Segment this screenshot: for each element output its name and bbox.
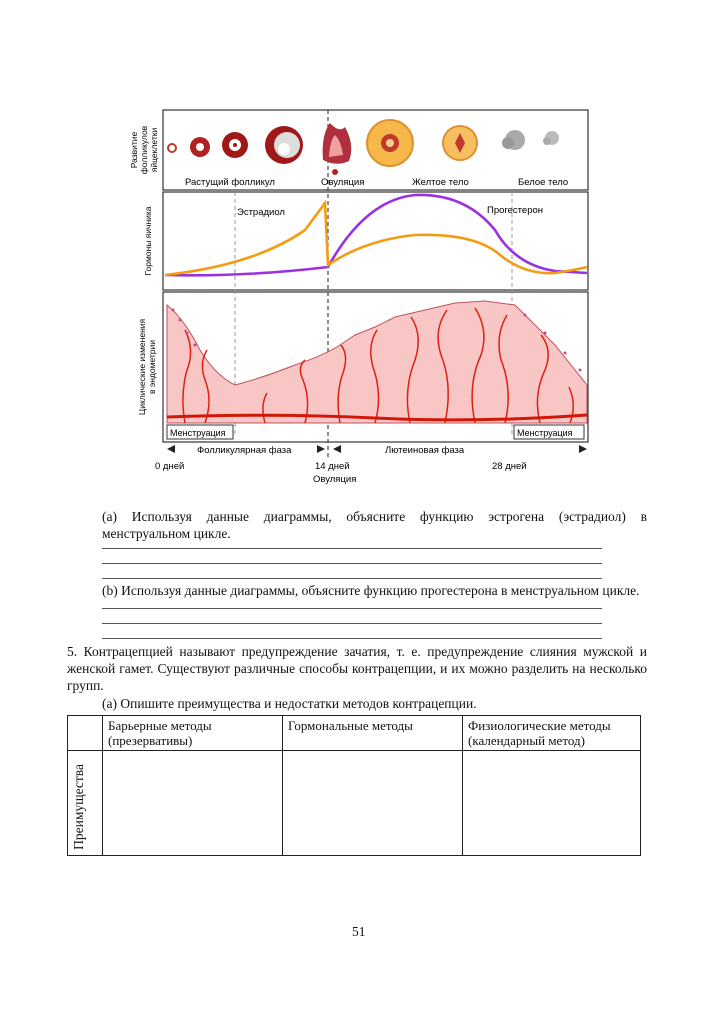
row-label-hormones: Гормоны яичника [143,206,153,276]
stage-label-corpus-luteum: Желтое тело [412,177,469,188]
page-number: 51 [352,924,366,939]
header-barrier-methods: Барьерные методы (презервативы) [103,716,283,751]
stage-label-growing: Растущий фолликул [185,177,275,188]
row-label-cell [68,751,103,856]
row-label-advantages: Преимущества [71,764,86,850]
cell-barrier-advantages[interactable] [103,751,283,856]
answer-line[interactable] [102,563,602,564]
question-a: (а) Используя данные диаграммы, объясните функцию эстрогена (эстрадиол) в менструальном цикле. [102,509,647,541]
table-corner-cell [68,716,103,751]
menstrual-cycle-figure [125,105,595,490]
row-label-endometrium-2: в эндометрии [147,339,157,395]
row-label-follicles-3: яйцеклетки [149,127,159,173]
row-label-follicles-1: Развитие [129,131,139,169]
cell-hormonal-advantages[interactable] [283,751,463,856]
task-5-text: 5. Контрацепцией называют предупреждение зачатия, т. е. предупреждение слияния мужской и женской гамет. Существуют различные способы контрацепции, и их можно разделить на несколько групп. [67,644,647,693]
answer-line[interactable] [102,608,602,609]
contraception-table [67,715,641,856]
cell-physiological-advantages[interactable] [463,751,641,856]
day-tick-14: 14 дней [315,461,350,472]
table-header-row [68,716,641,751]
estradiol-label: Эстрадиол [237,207,285,218]
header-physiological-methods: Физиологические методы (календарный метод) [463,716,641,751]
header-hormonal-methods: Гормональные методы [283,716,463,751]
answer-line[interactable] [102,578,602,579]
day-tick-28: 28 дней [492,461,527,472]
stage-label-corpus-albicans: Белое тело [518,177,569,188]
follicular-phase-label: Фолликулярная фаза [197,445,292,456]
answer-line[interactable] [102,623,602,624]
task-5-question-a: (а) Опишите преимущества и недостатки методов контрацепции. [102,696,477,711]
luteal-phase-label: Лютеиновая фаза [385,445,465,456]
row-label-follicles-2: фолликулов [139,125,149,175]
menstruation-label-start: Менструация [170,428,226,438]
menstruation-label-end: Менструация [517,428,573,438]
stage-label-ovulation: Овуляция [321,177,365,188]
progesterone-label: Прогестерон [487,205,544,216]
answer-line[interactable] [102,638,602,639]
question-b: (b) Используя данные диаграммы, объясните функцию прогестерона в менструальном цикле. [102,583,640,598]
ovulation-axis-label: Овуляция [313,474,357,485]
row-label-endometrium-1: Циклические изменения [137,318,147,416]
answer-line[interactable] [102,548,602,549]
day-tick-0: 0 дней [155,461,185,472]
table-row-advantages [68,751,641,856]
